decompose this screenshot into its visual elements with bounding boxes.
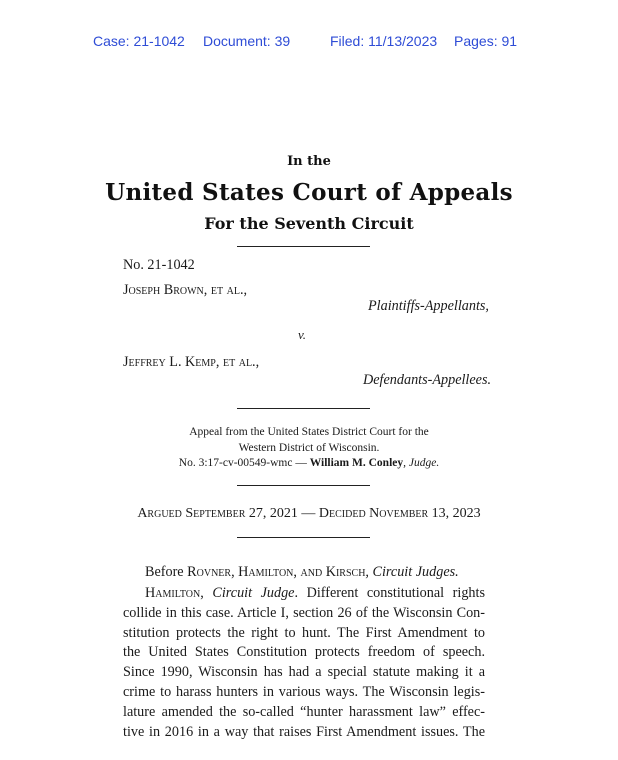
divider-rule [237,246,370,247]
panel-title: , Circuit Judges. [365,564,459,580]
date-separator: — [297,506,319,521]
opinion-author-title: Circuit Judge [212,585,295,601]
decided-date: Decided November 13, 2023 [318,506,481,521]
opinion-author: Hamilton [145,585,201,601]
court-name: United States Court of Appeals [105,179,513,206]
defendant-role: Defendants-Appellees. [363,372,492,388]
document-number-header: Document: 39 [203,33,291,49]
appeal-line-1: Appeal from the United States District Court for the [189,426,429,438]
opinion-text-line: tive in 2016 in a way that raises First Amendment issues. The [123,723,485,740]
dash: — [292,457,310,469]
district-judge: William M. Conley [309,457,404,469]
opinion-line-1: Hamilton, Circuit Judge. Different constitutional rights [145,585,485,601]
case-number: No. 21-1042 [123,257,195,273]
panel-judges: Rovner, Hamilton, and Kirsch [187,564,366,580]
panel-line [145,564,459,581]
page-count-header: Pages: 91 [454,33,518,49]
divider-rule [237,408,370,409]
versus: v. [298,327,307,342]
argued-date: Argued September 27, 2021 [137,506,298,521]
argued-decided-line [0,506,618,522]
opinion-text-line: the United States Constitution protects freedom of speech. [123,644,485,661]
caption-in-the: In the [287,154,331,169]
judge-title: , Judge. [403,457,440,469]
opinion-paragraph [123,584,485,742]
opinion-text-line: lature amended the so-called “hunter harassment law” effec- [123,703,485,720]
before-label: Before [145,564,188,580]
filed-date-header: Filed: 11/13/2023 [330,33,438,49]
opinion-text-line: collide in this case. Article I, section 26 of the Wisconsin Con- [123,604,485,621]
case-number-header: Case: 21-1042 [93,33,185,49]
appeal-line-2: Western District of Wisconsin. [238,442,380,454]
defendant-name: Jeffrey L. Kemp, et al., [123,354,260,370]
plaintiff-name: Joseph Brown, et al., [123,282,248,298]
docket-number: No. 3:17-cv-00549-wmc [178,457,293,469]
opinion-text-line: . Different constitutional rights [294,585,485,601]
appeal-docket-line [0,457,618,469]
divider-rule [237,485,370,486]
circuit-name: For the Seventh Circuit [204,214,414,233]
opinion-text-line: stitution protects the right to hunt. The First Amendment to [123,624,485,641]
opinion-text-line: crime to harass hunters in various ways. The Wisconsin legis- [123,683,485,700]
opinion-text-line: Since 1990, Wisconsin has had a special statute making it a [123,664,485,681]
divider-rule [237,537,370,538]
plaintiff-role: Plaintiffs-Appellants, [368,298,489,314]
